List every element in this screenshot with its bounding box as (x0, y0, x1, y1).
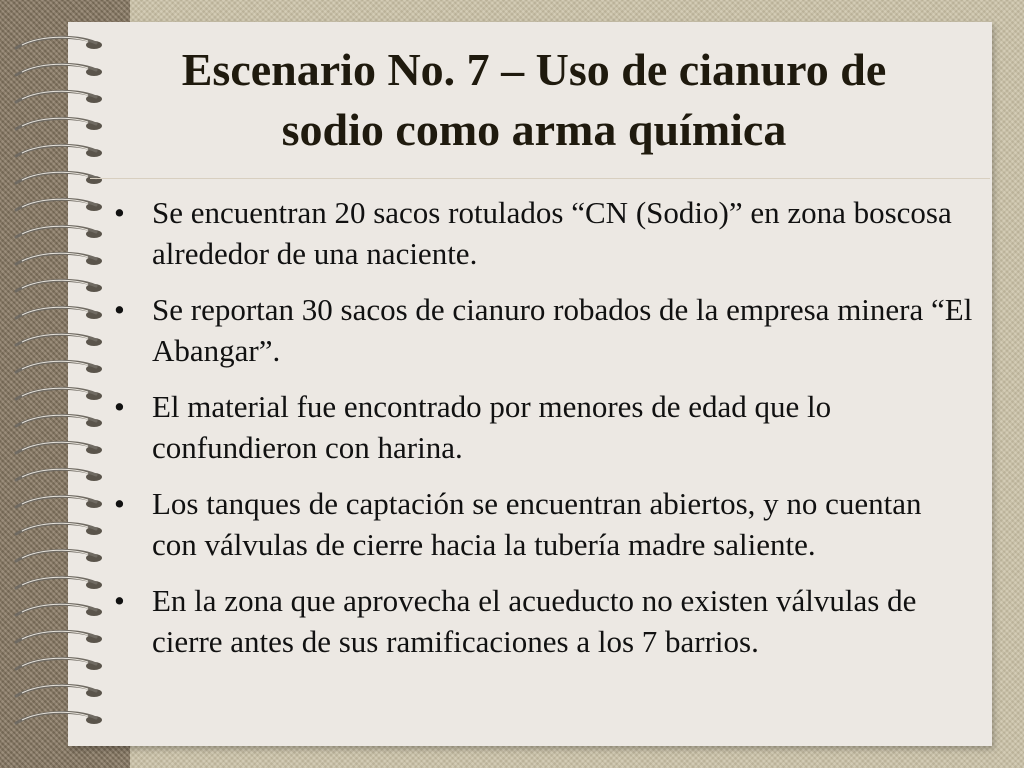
bullet-dot-icon: • (114, 195, 125, 230)
binder-ring-icon (16, 361, 102, 373)
bullet-dot-icon: • (114, 583, 125, 618)
binder-ring-icon (16, 37, 102, 49)
slide-title-line-1: Escenario No. 7 – Uso de cianuro de (181, 44, 887, 95)
binder-ring-icon (16, 523, 102, 535)
binder-ring-icon (16, 496, 102, 508)
bullet-dot-icon: • (114, 292, 125, 327)
binder-ring-icon (16, 280, 102, 292)
binder-ring-icon (16, 550, 102, 562)
binder-ring-icon (16, 118, 102, 130)
bullet-text-2: Se reportan 30 sacos de cianuro robados de la empresa minera “El Abangar”. (152, 292, 973, 368)
binder-ring-icon (16, 712, 102, 724)
bullet-text-5: En la zona que aprovecha el acueducto no existen válvulas de cierre antes de sus ramificaciones a los 7 barrios. (152, 583, 917, 659)
bullet-dot-icon: • (114, 389, 125, 424)
binder-ring-icon (16, 658, 102, 670)
binder-ring-icon (16, 415, 102, 427)
binder-ring-icon (16, 604, 102, 616)
binder-ring-icon (16, 253, 102, 265)
binder-ring-icon (16, 199, 102, 211)
binder-ring-icon (16, 388, 102, 400)
bullet-item-2 (110, 289, 974, 371)
slide-title (96, 40, 972, 160)
bullet-item-4 (110, 483, 974, 565)
binder-ring-icon (16, 631, 102, 643)
binder-ring-icon (16, 91, 102, 103)
binder-ring-icon (16, 145, 102, 157)
bullet-text-1: Se encuentran 20 sacos rotulados “CN (Sodio)” en zona boscosa alrededor de una naciente. (152, 195, 952, 271)
bullet-item-3 (110, 386, 974, 468)
binder-ring-icon (16, 226, 102, 238)
slide-title-line-2: sodio como arma química (281, 104, 787, 155)
bullet-text-4: Los tanques de captación se encuentran abiertos, y no cuentan con válvulas de cierre hacia la tubería madre saliente. (152, 486, 922, 562)
bullet-item-5 (110, 580, 974, 662)
bullet-text-3: El material fue encontrado por menores de edad que lo confundieron con harina. (152, 389, 832, 465)
binder-ring-icon (16, 685, 102, 697)
binder-ring-icon (16, 442, 102, 454)
binder-ring-icon (16, 64, 102, 76)
binder-ring-icon (16, 307, 102, 319)
binder-ring-icon (16, 577, 102, 589)
title-divider (90, 178, 990, 179)
bullet-dot-icon: • (114, 486, 125, 521)
binder-ring-icon (16, 334, 102, 346)
binder-ring-icon (16, 469, 102, 481)
bullet-item-1 (110, 192, 974, 274)
bullet-list (110, 192, 974, 677)
